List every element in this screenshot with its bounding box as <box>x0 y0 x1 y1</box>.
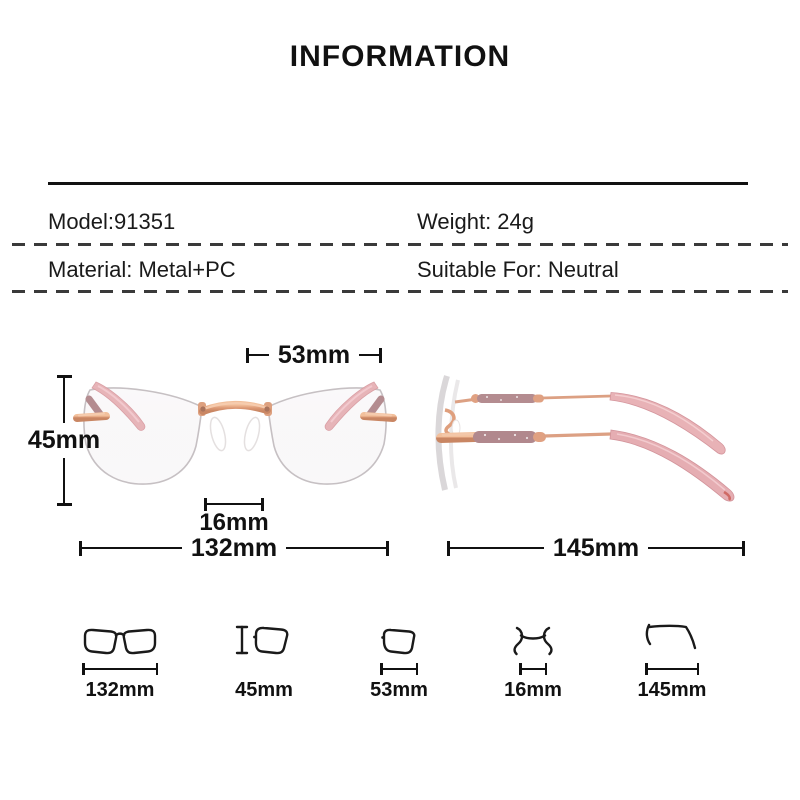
size-item-dim-line <box>645 662 699 676</box>
dim-line <box>82 547 182 550</box>
spec-model: Model:91351 <box>48 209 176 234</box>
front-nose-pads <box>208 416 263 452</box>
spec-weight: Weight: 24g <box>417 209 535 234</box>
dim-bridge-label: 16mm <box>199 509 269 536</box>
dim-line <box>63 458 66 503</box>
side-hinge <box>445 410 460 436</box>
dim-end-cap <box>379 348 382 363</box>
bridge-icon <box>509 612 557 656</box>
side-upper-temple <box>455 393 725 455</box>
dim-frame-width-label: 132mm <box>190 533 278 562</box>
size-item-bridge-width <box>478 612 588 702</box>
size-item-label: 145mm <box>637 679 707 701</box>
dim-lens-height <box>26 375 102 506</box>
dim-temple-length-label: 145mm <box>552 533 640 562</box>
size-item-label: 53mm <box>370 679 428 701</box>
dim-line <box>207 503 261 506</box>
size-item-lens-height <box>209 612 319 702</box>
frame-front-icon <box>82 612 158 656</box>
dim-line <box>286 547 386 550</box>
size-item-label: 132mm <box>85 679 155 701</box>
side-lower-temple <box>441 430 734 501</box>
front-bridge <box>198 402 272 416</box>
size-item-lens-width <box>344 612 454 702</box>
lens-height-icon <box>235 612 293 656</box>
temple-icon <box>643 612 701 656</box>
dim-line <box>450 547 544 550</box>
dim-lens-height-label: 45mm <box>27 426 101 454</box>
dim-line <box>63 378 66 423</box>
dim-end-cap <box>742 541 745 556</box>
spec-suitable: Suitable For: Neutral <box>417 257 619 282</box>
spec-material: Material: Metal+PC <box>48 257 236 282</box>
table-divider-1 <box>12 243 788 246</box>
size-item-frame-width <box>65 612 175 702</box>
lens-width-icon <box>379 612 419 656</box>
size-item-dim-line <box>380 662 418 676</box>
table-divider-2 <box>12 290 788 293</box>
page-title: INFORMATION <box>289 40 511 73</box>
size-item-temple-length <box>617 612 727 702</box>
dim-line <box>359 354 379 357</box>
dim-frame-width <box>79 533 389 562</box>
dim-end-cap <box>57 503 72 506</box>
dim-line <box>648 547 742 550</box>
dim-end-cap <box>386 541 389 556</box>
front-right-lens <box>268 388 386 484</box>
dim-lens-width-label: 53mm <box>277 340 351 369</box>
size-item-dim-line <box>519 662 547 676</box>
size-item-label: 45mm <box>235 679 293 701</box>
dim-line <box>249 354 269 357</box>
size-item-label: 16mm <box>504 679 562 701</box>
glasses-side-view-image <box>425 368 760 508</box>
dim-lens-width <box>246 340 382 369</box>
dim-temple-length <box>447 533 745 562</box>
size-item-dim-line <box>82 662 158 676</box>
table-top-border <box>48 182 748 185</box>
